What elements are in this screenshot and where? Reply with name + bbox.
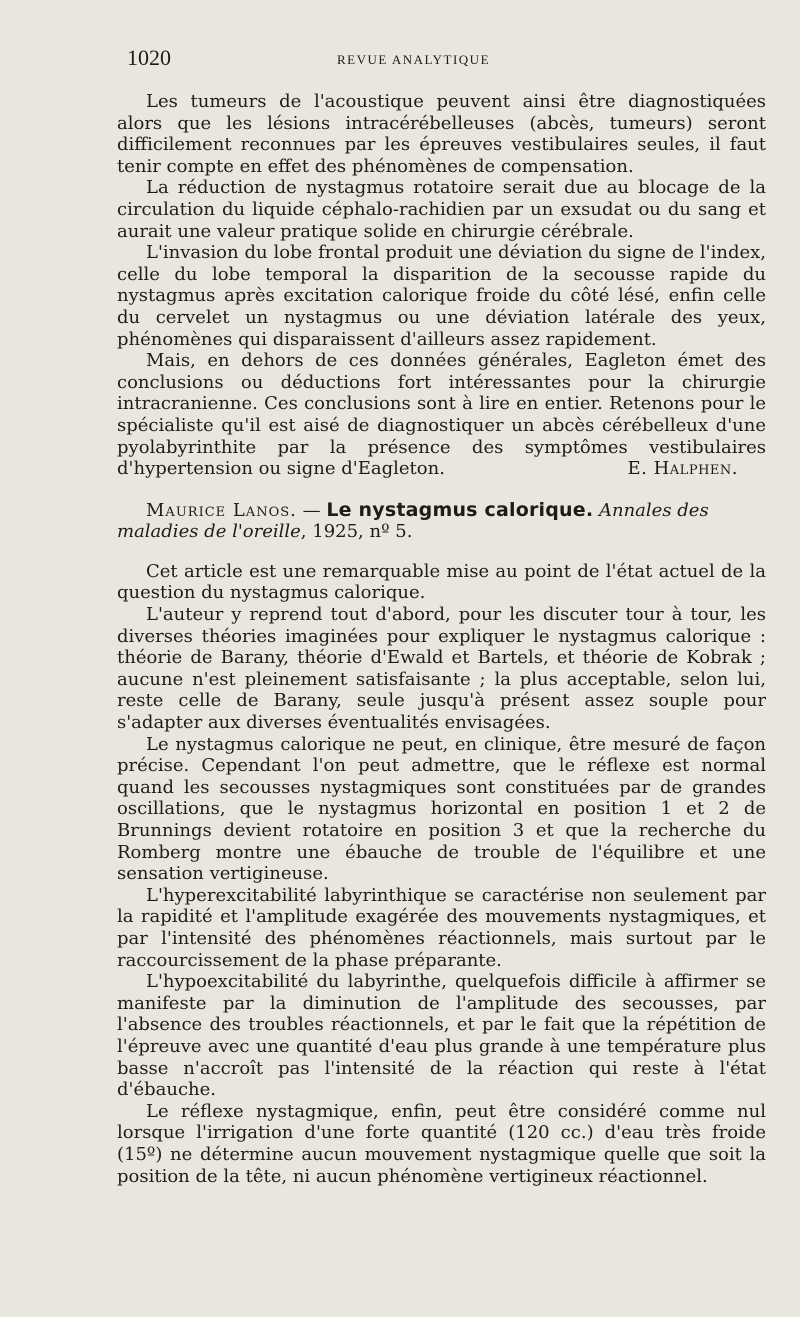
- citation: , 1925, nº 5.: [300, 521, 413, 543]
- separator: —: [296, 499, 327, 521]
- running-title: REVUE ANALYTIQUE: [336, 52, 491, 67]
- paragraph: L'invasion du lobe frontal produit une déviation du signe de l'index, celle du lobe temporal la disparition de la secousse rapide du nystagmus après excitation calorique froide du côté lésé, enfin celle du cervelet un nystagmus ou une déviation latérale des yeux, phénomènes qui disparaissent d'ailleurs assez rapidement.: [117, 242, 766, 350]
- author-name: Maurice Lanos.: [146, 499, 297, 521]
- second-review: [117, 500, 766, 1187]
- paragraph-with-signature: [117, 350, 766, 480]
- paragraph: Les tumeurs de l'acoustique peuvent ainsi être diagnostiquées alors que les lésions intracérébelleuses (abcès, tumeurs) seront difficilement reconnues par les épreuves vestibulaires seules, il faut tenir compte en effet des phénomènes de compensation.: [117, 91, 766, 177]
- paragraph: Le réflexe nystagmique, enfin, peut être considéré comme nul lorsque l'irrigation d'une forte quantité (120 cc.) d'eau très froide (15º) ne détermine aucun mouvement nystagmique quelle que soit la position de la tête, ni aucun phénomène vertigineux réactionnel.: [117, 1100, 766, 1187]
- paragraph: La réduction de nystagmus rotatoire serait due au blocage de la circulation du liquide céphalo-rachidien par un exsudat ou du sang et aurait une valeur pratique solide en chirurgie cérébrale.: [117, 177, 766, 242]
- paragraph: L'hypoexcitabilité du labyrinthe, quelquefois difficile à affirmer se manifeste par la diminution de l'amplitude des secousses, par l'absence des troubles réactionnels, et par le fait que la répétition de l'épreuve avec une quantité d'eau plus grande à une température plus basse n'accroît pas l'intensité de la réaction qui reste à l'état d'ébauche.: [117, 971, 766, 1101]
- first-review: [117, 91, 766, 480]
- signature: E. Halphen.: [627, 458, 738, 480]
- paragraph: L'hyperexcitabilité labyrinthique se caractérise non seulement par la rapidité et l'amplitude exagérée des mouvements nystagmiques, et par l'intensité des phénomènes réactionnels, mais surtout par le raccourcissement de la phase préparante.: [117, 884, 766, 971]
- article-title: Le nystagmus calorique.: [326, 498, 594, 521]
- paragraph: Cet article est une remarquable mise au point de l'état actuel de la question du nystagmus calorique.: [117, 560, 766, 604]
- paragraph: Mais, en dehors de ces données générales, Eagleton émet des conclusions ou déductions fort intéressantes pour la chirurgie intracranienne. Ces conclusions sont à lire en entier. Retenons pour le spécialiste qu'il est aisé de diagnostiquer un abcès cérébelleux d'une pyolabyrinthite par la présence des symptômes vestibulaires d'hypertension ou signe d'Eagleton.: [117, 350, 766, 480]
- main-text: [117, 91, 766, 1187]
- page-number: 1020: [127, 45, 171, 70]
- paragraph: L'auteur y reprend tout d'abord, pour les discuter tour à tour, les diverses théories imaginées pour expliquer le nystagmus calorique : théorie de Barany, théorie d'Ewald et Bartels, et théorie de Kobrak ; aucune n'est pleinement satisfaisante ; la plus acceptable, selon lui, reste celle de Barany, seule jusqu'à présent assez souple pour s'adapter aux diverses éventualités envisagées.: [117, 604, 766, 734]
- page-header: [117, 45, 710, 75]
- journal-name: Annales des maladies de l'oreille: [117, 499, 709, 543]
- review-heading: [117, 500, 766, 543]
- paragraph: Le nystagmus calorique ne peut, en clinique, être mesuré de façon précise. Cependant l'on peut admettre, que le réflexe est normal quand les secousses nystagmiques sont constituées par de grandes oscillations, que le nystagmus horizontal en position 1 et 2 de Brunnings devient rotatoire en position 3 et que la recherche du Romberg montre une ébauche de trouble de l'équilibre et une sensation vertigineuse.: [117, 733, 766, 885]
